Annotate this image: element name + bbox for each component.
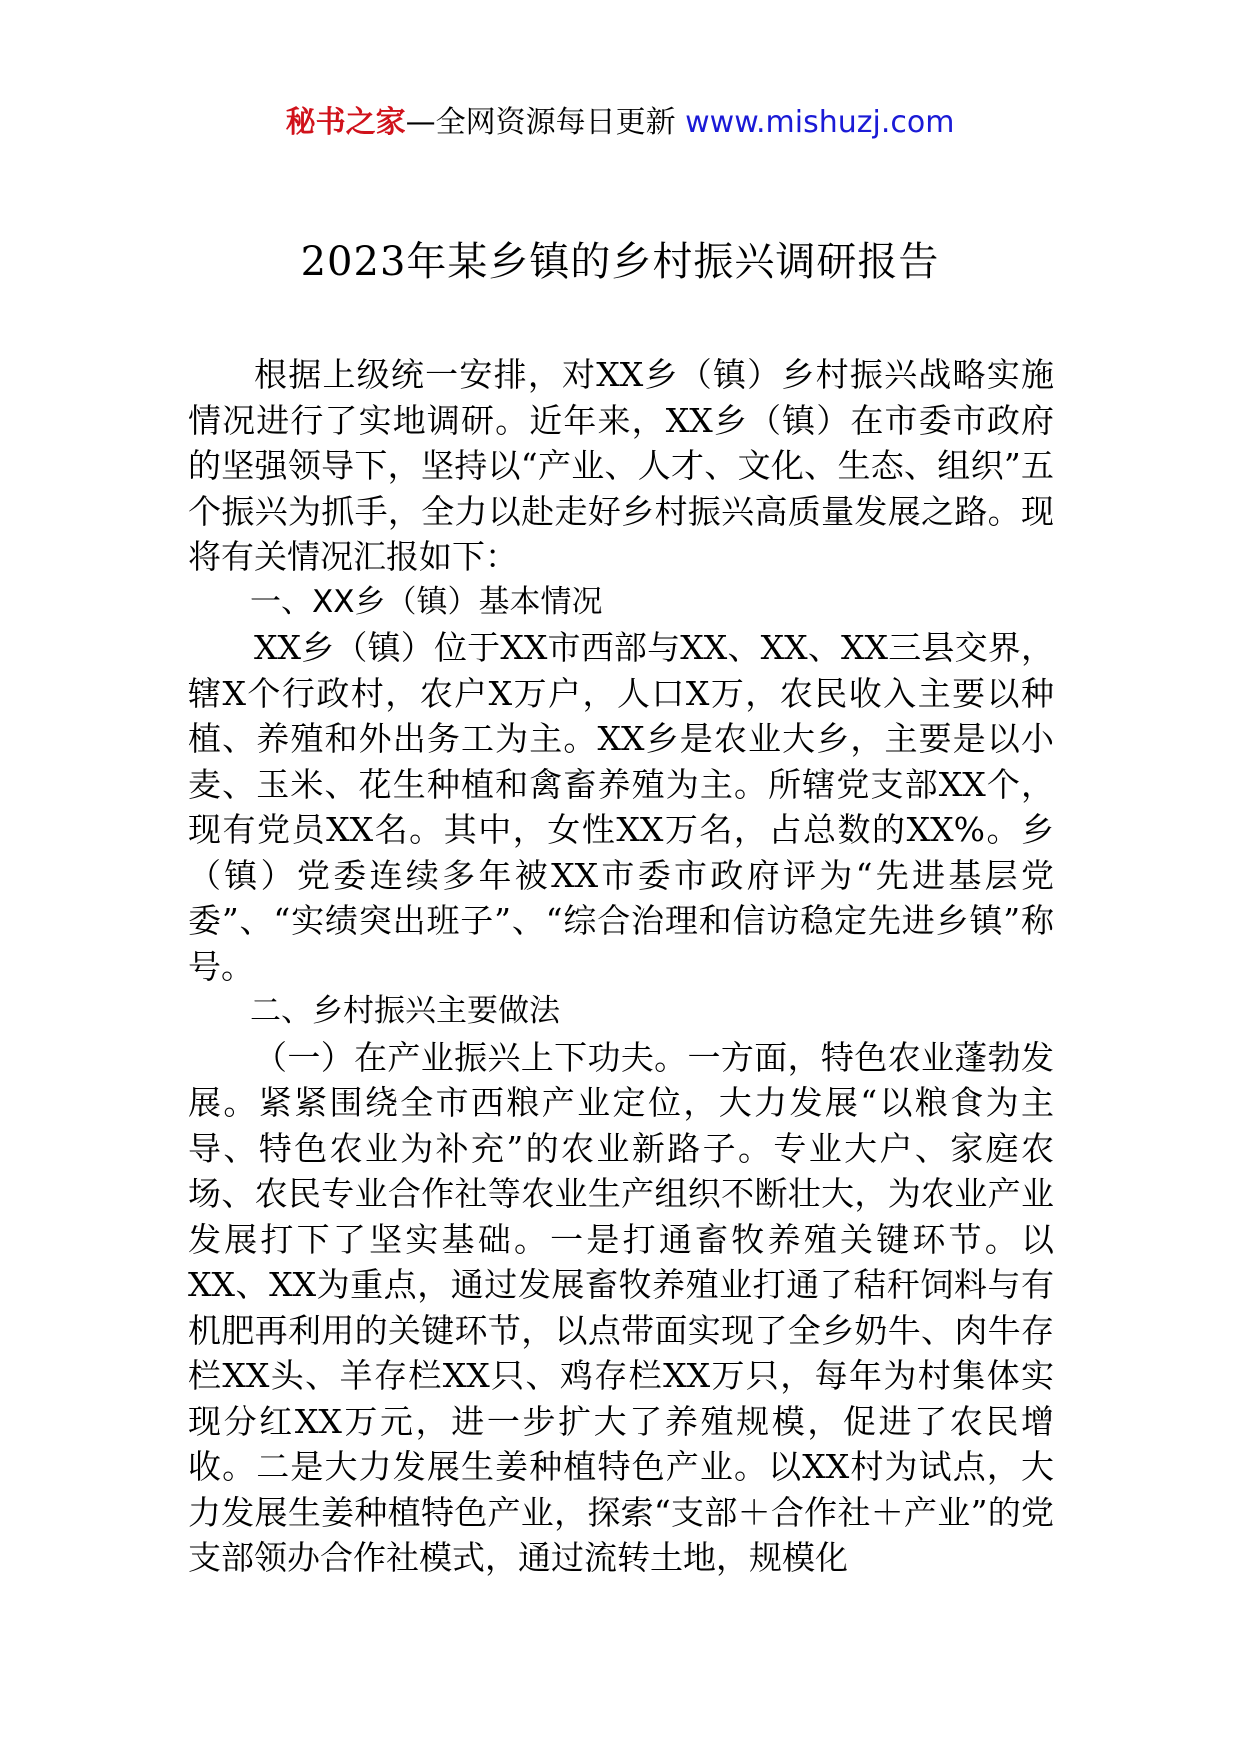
- site-header: [0, 98, 1240, 148]
- document-body: [188, 352, 1054, 1581]
- site-slogan: —全网资源每日更新: [405, 105, 676, 140]
- document-title: 2023年某乡镇的乡村振兴调研报告: [300, 239, 940, 285]
- industry-paragraph: （一）在产业振兴上下功夫。一方面，特色农业蓬勃发展。紧紧围绕全市西粮产业定位，大力发展“以粮食为主导、特色农业为补充”的农业新路子。专业大户、家庭农场、农民专业合作社等农业生产组织不断壮大，为农业产业发展打下了坚实基础。一是打通畜牧养殖关键环节。以XX、XX为重点，通过发展畜牧养殖业打通了秸秆饲料与有机肥再利用的关键环节，以点带面实现了全乡奶牛、肉牛存栏XX头、羊存栏XX只、鸡存栏XX万只，每年为村集体实现分红XX万元，进一步扩大了养殖规模，促进了农民增收。二是大力发展生姜种植特色产业。以XX村为试点，大力发展生姜种植特色产业，探索“支部＋合作社＋产业”的党支部领办合作社模式，通过流转土地，规模化: [188, 1037, 1054, 1577]
- site-url-link[interactable]: www.mishuzj.com: [685, 105, 955, 140]
- site-brand: 秘书之家: [285, 105, 406, 140]
- section-heading-1: 一、XX乡（镇）基本情况: [250, 583, 603, 620]
- basic-info-paragraph: XX乡（镇）位于XX市西部与XX、XX、XX三县交界，辖X个行政村，农户X万户，人口X万，农民收入主要以种植、养殖和外出务工为主。XX乡是农业大乡，主要是以小麦、玉米、花生种植和禽畜养殖为主。所辖党支部XX个，现有党员XX名。其中，女性XX万名，占总数的XX%。乡（镇）党委连续多年被XX市委市政府评为“先进基层党委”、“实绩突出班子”、“综合治理和信访稳定先进乡镇”称号。: [188, 628, 1054, 986]
- section-heading-2: 二、乡村振兴主要做法: [250, 993, 560, 1029]
- intro-paragraph: 根据上级统一安排，对XX乡（镇）乡村振兴战略实施情况进行了实地调研。近年来，XX乡（镇）在市委市政府的坚强领导下，坚持以“产业、人才、文化、生态、组织”五个振兴为抓手，全力以赴走好乡村振兴高质量发展之路。现将有关情况汇报如下：: [188, 355, 1054, 576]
